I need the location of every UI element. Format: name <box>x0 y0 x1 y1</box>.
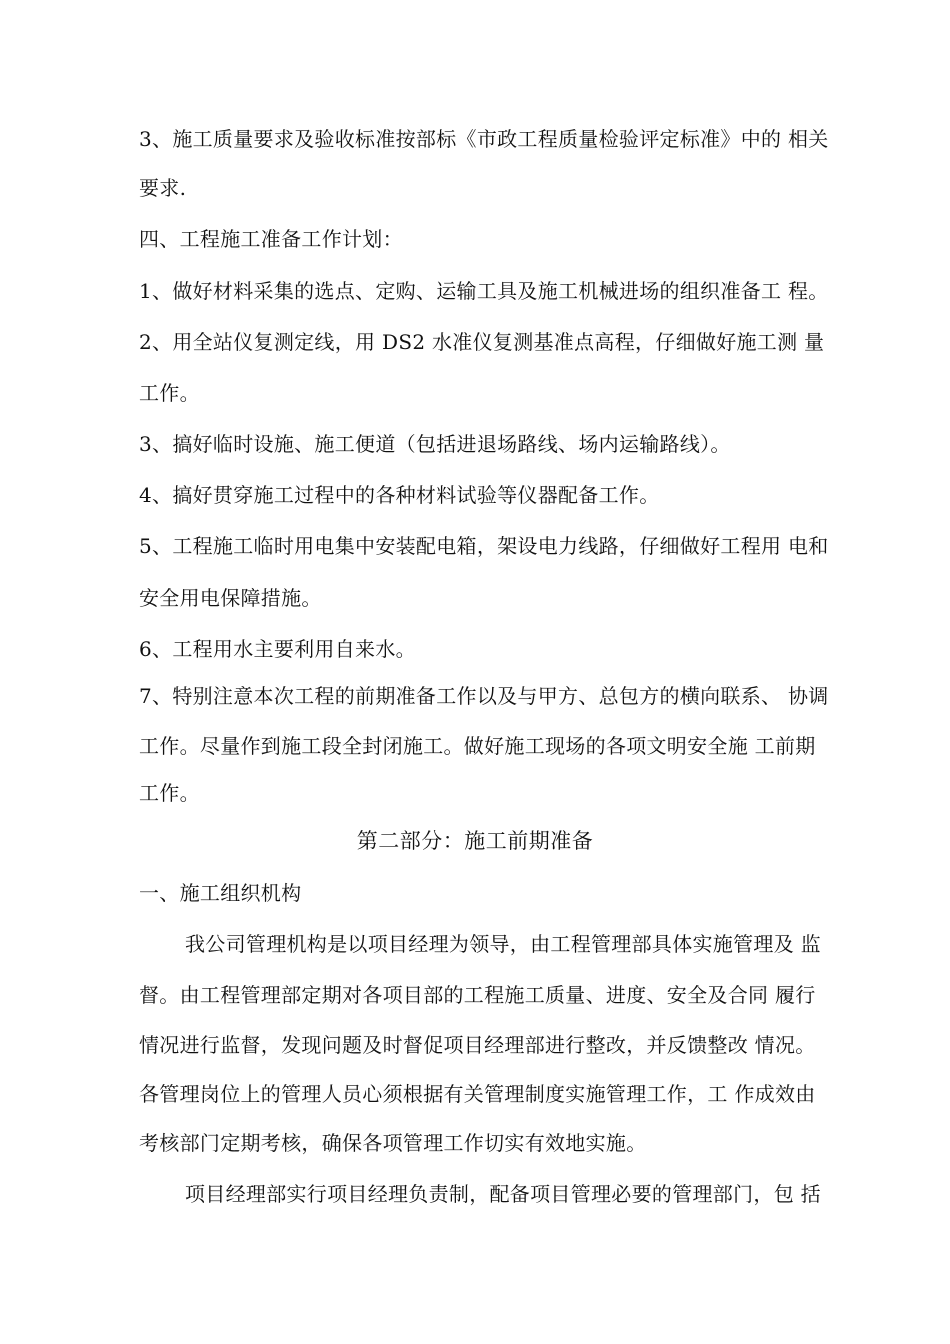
paragraph-line: 3、施工质量要求及验收标准按部标《市政工程质量检验评定标准》中的 相关 <box>139 127 829 151</box>
list-item: 6、工程用水主要利用自来水。 <box>139 637 416 661</box>
paragraph-line: 考核部门定期考核，确保各项管理工作切实有效地实施。 <box>139 1131 647 1155</box>
paragraph-line: 情况进行监督，发现问题及时督促项目经理部进行整改，并反馈整改 情况。 <box>139 1033 816 1057</box>
paragraph-line: 工作。 <box>139 381 200 405</box>
paragraph-line: 工作。 <box>139 781 200 805</box>
part-heading: 第二部分：施工前期准备 <box>356 829 594 853</box>
list-item: 4、搞好贯穿施工过程中的各种材料试验等仪器配备工作。 <box>139 483 660 507</box>
paragraph-line: 工作。尽量作到施工段全封闭施工。做好施工现场的各项文明安全施 工前期 <box>139 734 816 758</box>
list-item: 2、用全站仪复测定线，用 DS2 水准仪复测基准点高程，仔细做好施工测 量 <box>139 330 825 354</box>
list-item: 3、搞好临时设施、施工便道（包括进退场路线、场内运输路线）。 <box>139 432 731 456</box>
paragraph-line: 督。由工程管理部定期对各项目部的工程施工质量、进度、安全及合同 履行 <box>139 983 816 1007</box>
paragraph-line: 要求. <box>139 176 187 200</box>
list-item: 1、做好材料采集的选点、定购、运输工具及施工机械进场的组织准备工 程。 <box>139 279 829 303</box>
list-item: 7、特别注意本次工程的前期准备工作以及与甲方、总包方的横向联系、 协调 <box>139 684 829 708</box>
paragraph-line: 安全用电保障措施。 <box>139 586 322 610</box>
paragraph-line: 各管理岗位上的管理人员心须根据有关管理制度实施管理工作，工 作成效由 <box>139 1082 816 1106</box>
paragraph-line: 项目经理部实行项目经理负责制，配备项目管理必要的管理部门，包 括 <box>185 1182 821 1206</box>
section-heading: 一、施工组织机构 <box>139 881 302 905</box>
list-item: 5、工程施工临时用电集中安装配电箱，架设电力线路，仔细做好工程用 电和 <box>139 534 829 558</box>
section-heading: 四、工程施工准备工作计划： <box>139 227 403 251</box>
paragraph-line: 我公司管理机构是以项目经理为领导，由工程管理部具体实施管理及 监 <box>185 932 821 956</box>
